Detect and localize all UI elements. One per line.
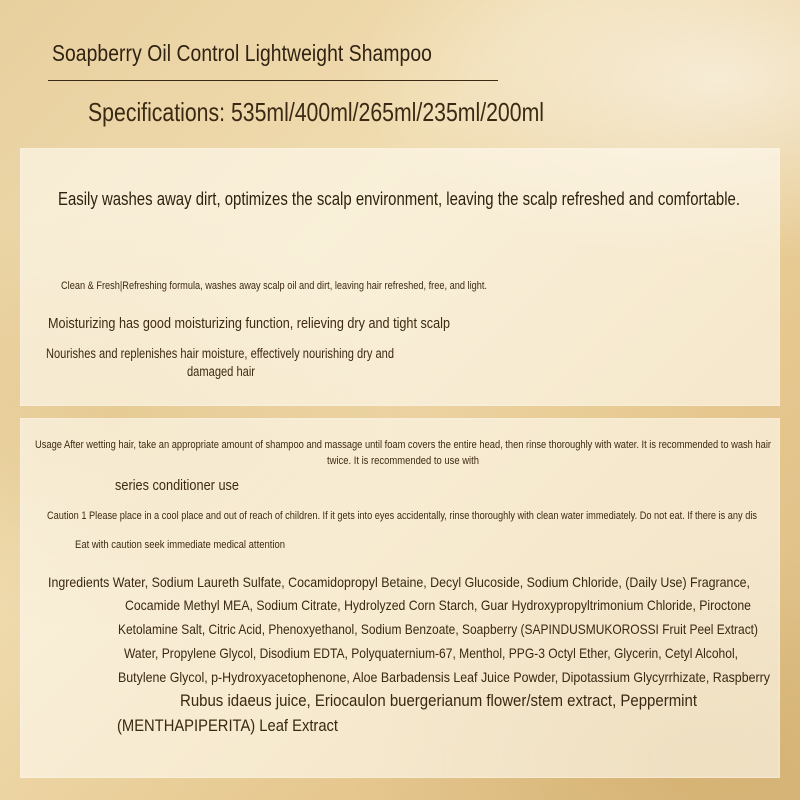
usage-text-line1 — [35, 439, 800, 451]
benefits-headline — [58, 188, 800, 210]
nourishes-text-line2 — [187, 364, 270, 379]
caution-text-line2 — [75, 539, 319, 551]
caution-text-line1 — [47, 510, 800, 522]
usage-text-line3 — [115, 478, 256, 494]
ingredients-line-7 — [117, 716, 372, 736]
usage-text-line2 — [327, 455, 504, 467]
ingredients-line-6 — [180, 691, 767, 711]
specifications — [88, 97, 646, 128]
ingredients-text-5: Butylene Glycol, p-Hydroxyacetophenone, Aloe Barbadensis Leaf Juice Powder, Dipotassium Glycyrrhizate, Raspberry — [118, 669, 770, 685]
title-divider — [48, 80, 498, 81]
ingredients-text-3: Ketolamine Salt, Citric Acid, Phenoxyethanol, Sodium Benzoate, Soapberry (SAPINDUSMUKOROSSI Fruit Peel Extract) — [118, 621, 758, 637]
clean-fresh-line: Clean & Fresh|Refreshing formula, washes away scalp oil and dirt, leaving hair refreshed, free, and light. — [61, 280, 487, 292]
specifications-text: Specifications: 535ml/400ml/265ml/235ml/200ml — [88, 97, 544, 127]
usage-line1: Usage After wetting hair, take an appropriate amount of shampoo and massage until foam covers the entire head, then rinse thoroughly with water. It is recommended to wash hair — [35, 439, 771, 451]
benefits-headline-text: Easily washes away dirt, optimizes the scalp environment, leaving the scalp refreshed and comfortable. — [58, 188, 740, 209]
caution-line1: Caution 1 Please place in a cool place and out of reach of children. If it gets into eyes accidentally, rinse thoroughly with clean water immediately. Do not eat. If there is any dis — [47, 510, 757, 522]
ingredients-line-1 — [48, 574, 800, 590]
moisturizing-text — [48, 316, 509, 332]
ingredients-line-4 — [124, 645, 800, 661]
benefits-panel — [20, 148, 780, 406]
moisturizing-line: Moisturizing has good moisturizing function, relieving dry and tight scalp — [48, 316, 450, 332]
nourishes-line1: Nourishes and replenishes hair moisture, effectively nourishing dry and — [46, 346, 394, 361]
caution-line2: Eat with caution seek immediate medical attention — [75, 539, 285, 551]
ingredients-line-3 — [118, 621, 800, 637]
ingredients-line-2 — [125, 597, 800, 613]
usage-line3: series conditioner use — [115, 478, 239, 494]
nourishes-line2: damaged hair — [187, 364, 255, 379]
ingredients-text-2: Cocamide Methyl MEA, Sodium Citrate, Hydrolyzed Corn Starch, Guar Hydroxypropyltrimonium Chloride, Piroctone — [125, 597, 751, 613]
clean-fresh-text — [61, 280, 570, 292]
ingredients-line-5 — [118, 669, 800, 685]
product-title — [52, 40, 505, 67]
product-title-text: Soapberry Oil Control Lightweight Shampoo — [52, 40, 432, 66]
ingredients-text-7: (MENTHAPIPERITA) Leaf Extract — [117, 716, 338, 735]
ingredients-text-1: Ingredients Water, Sodium Laureth Sulfate, Cocamidopropyl Betaine, Decyl Glucoside, Sodium Chloride, (Daily Use) Fragrance, — [48, 574, 750, 590]
nourishes-text-line1 — [46, 346, 470, 361]
ingredients-text-4: Water, Propylene Glycol, Disodium EDTA, Polyquaternium-67, Menthol, PPG-3 Octyl Ether, Glycerin, Cetyl Alcohol, — [124, 645, 738, 661]
usage-line2: twice. It is recommended to use with — [327, 455, 479, 467]
ingredients-text-6: Rubus idaeus juice, Eriocaulon buergerianum flower/stem extract, Peppermint — [180, 691, 697, 710]
